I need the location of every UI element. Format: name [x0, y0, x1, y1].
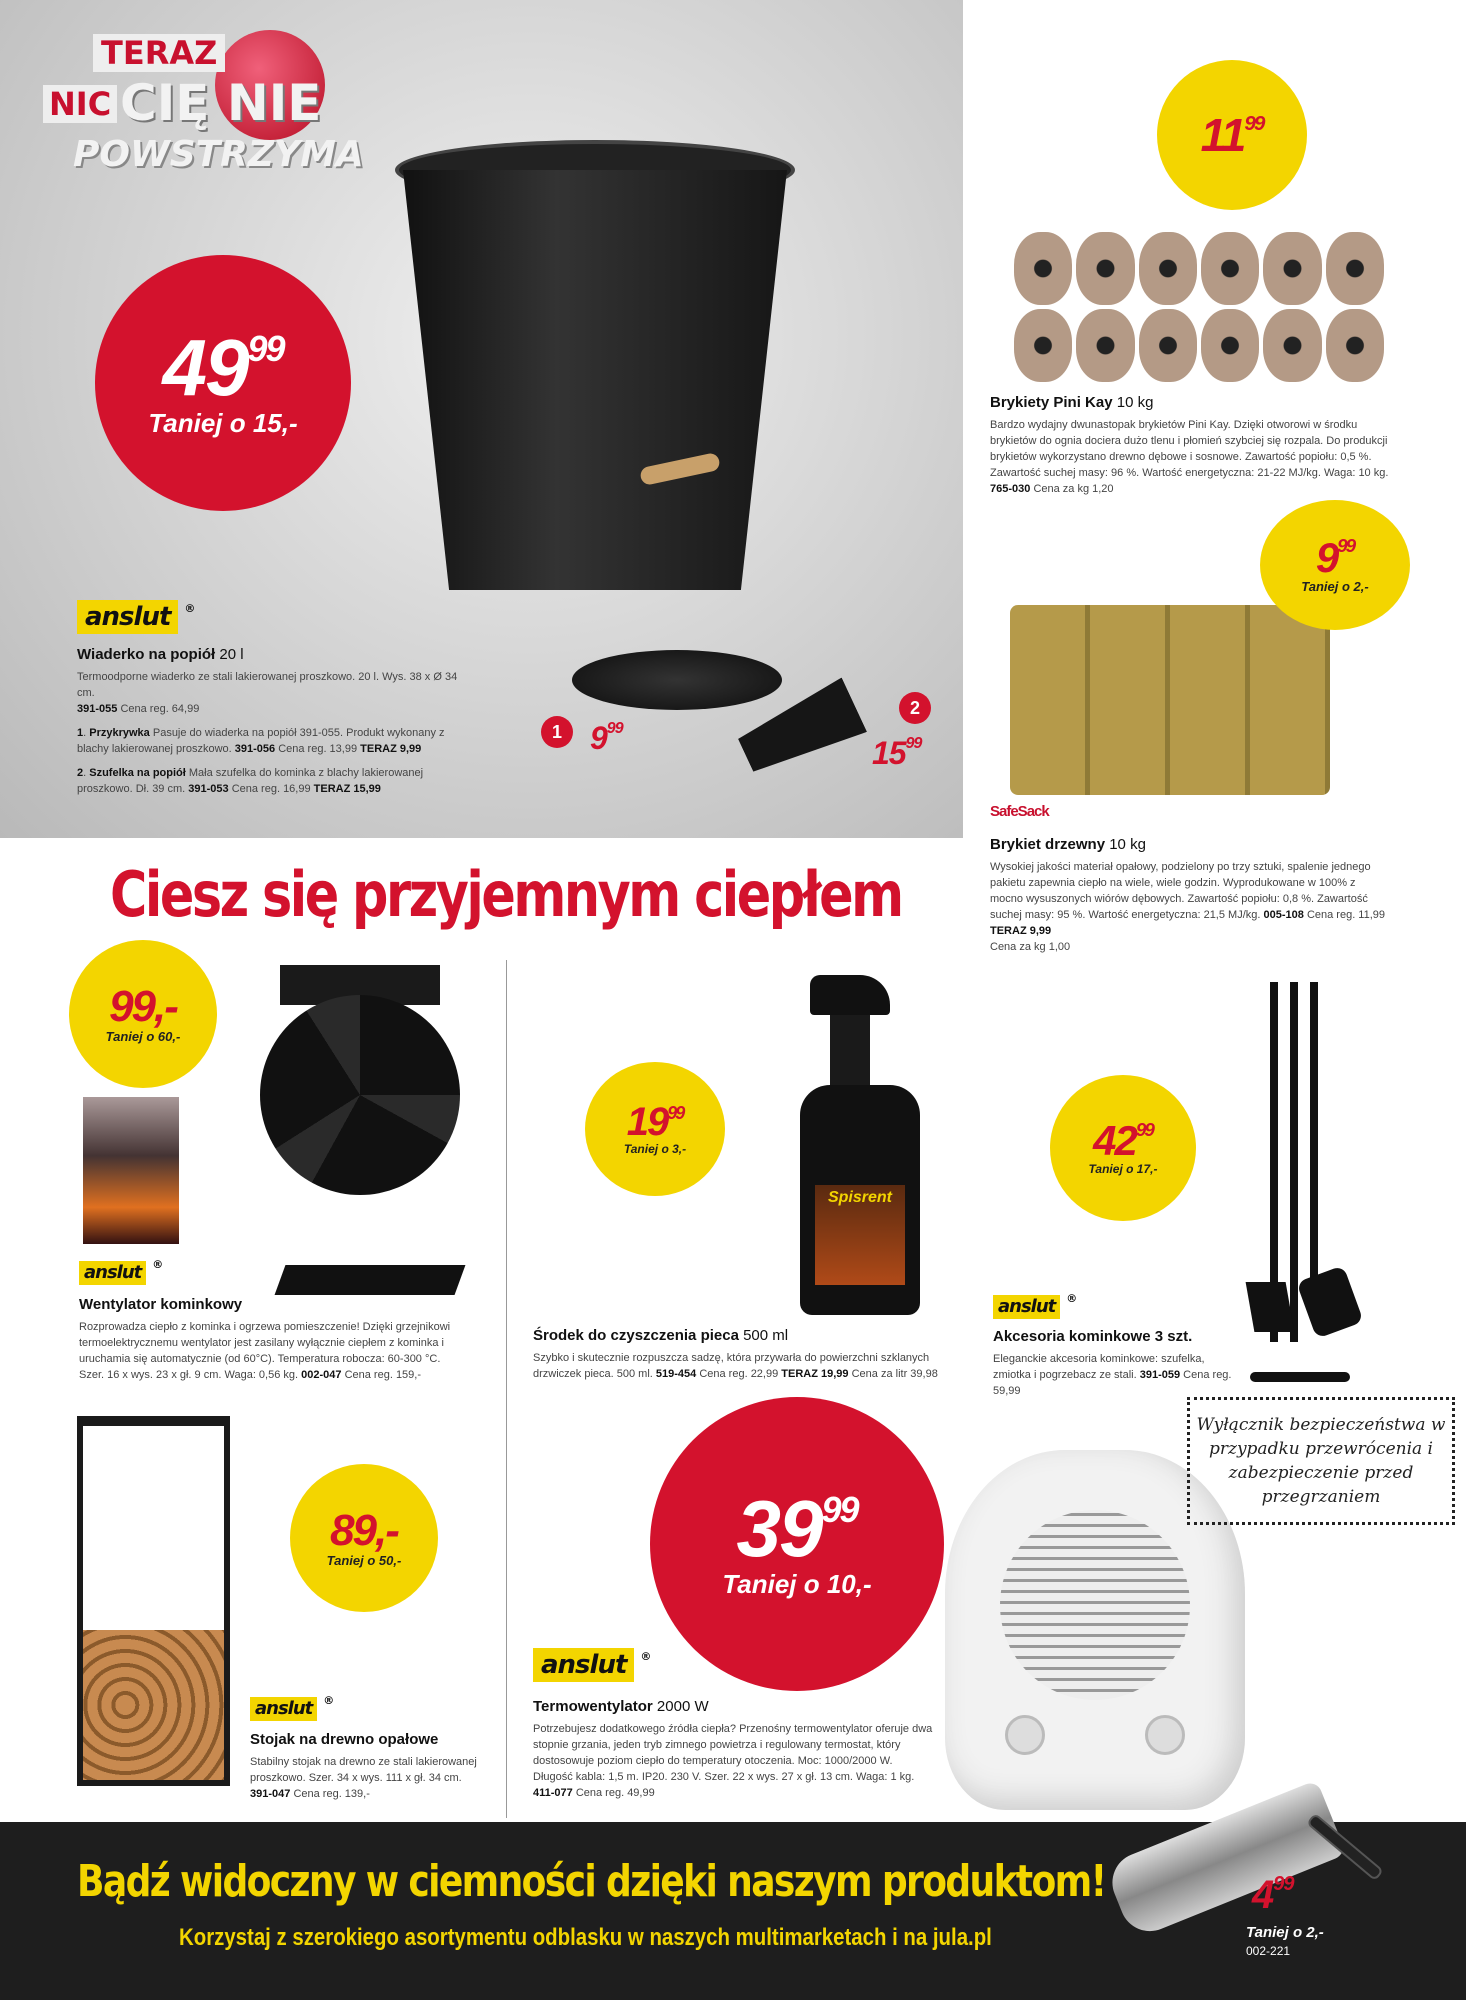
promo-logo — [40, 30, 370, 180]
footer-sub: Korzystaj z szerokiego asortymentu odblasku w naszych multimarketach i na jula.pl — [179, 1924, 992, 1951]
column-divider — [506, 960, 507, 1818]
spray-bottle-image — [790, 975, 930, 1320]
logo-line2a: NIC — [43, 85, 117, 123]
logo-line2b: CIĘ NIE — [120, 74, 322, 132]
anslut-logo: anslut ® — [533, 1648, 634, 1682]
spray-label: Spisrent — [815, 1185, 905, 1285]
bucket-info: Wiaderko na popiół 20 l Termoodporne wiaderko ze stali lakierowanej proszkowo. 20 l. Wys. 38 x Ø 34 cm. 391-055 Cena reg. 64,99 1. Przykrywka Pasuje do wiaderka na popiół 391-055. Produkt wykonany z blachy lakierowanej proszkowo. 391-056 Cena reg. 13,99 TERAZ 9,99 2. Szufelka na popiół Mała szufelka do kominka z blachy lakierowanej proszkowo. Dł. 39 cm. 391-053 Cena reg. 16,99 TERAZ 15,99 — [77, 646, 458, 795]
briquette-image — [1010, 605, 1330, 795]
fan-info: Wentylator kominkowy Rozprowadza ciepło z kominka i ogrzewa pomieszczenie! Dzięki grzejnikowi termoelektrycznemu wentylator jest zasilany wyłącznie ciepłem z kominka i uruchamia się automatycznie (od 60°C). Temperatura robocza: 60-300 °C. Szer. 16 x wys. 23 x gł. 9 cm. Waga: 0,56 kg. 002-047 Cena reg. 159,- — [79, 1296, 451, 1381]
price-bubble-bucket: $49^{99}$ Taniej o 15,- — [95, 255, 351, 511]
price-bubble-stand: 89,- Taniej o 50,- — [290, 1464, 438, 1612]
anslut-logo: anslut ® — [77, 600, 178, 634]
stove-fan-image — [240, 965, 480, 1305]
pini-info: Brykiety Pini Kay 10 kg Bardzo wydajny dwunastopak brykietów Pini Kay. Dzięki otworowi w środku brykietów do ognia dociera dużo tlenu i płomień szybciej się rozpala. Do produkcji brykietów wykorzystano drewno dębowe i sosnowe. Zawartość popiołu: 0,5 %. Zawartość suchej masy: 96 %. Wartość energetyczna: 21-22 MJ/kg. Waga: 10 kg. 765-030 Cena za kg 1,20 — [990, 394, 1389, 495]
anslut-logo: anslut ® — [993, 1295, 1060, 1319]
price-bubble-brykiet: $9^{99}$ Taniej o 2,- — [1260, 500, 1410, 630]
logo-line1: TERAZ — [93, 34, 225, 72]
flashlight-saving: Taniej o 2,- — [1246, 1924, 1324, 1941]
safesack-logo: SafeSack — [990, 803, 1049, 820]
anslut-logo: anslut ® — [79, 1261, 146, 1285]
ash-bucket-image — [395, 140, 795, 600]
lid-image — [572, 650, 782, 710]
price-shovel: $15^{99}$ — [872, 735, 922, 771]
safety-callout: Wyłącznik bezpieczeństwa w przypadku przewrócenia i zabezpieczenie przed przegrzaniem — [1187, 1397, 1455, 1525]
anslut-logo: anslut ® — [250, 1697, 317, 1721]
brykiet-info: Brykiet drzewny 10 kg Wysokiej jakości materiał opałowy, podzielony po trzy sztuki, spalenie jednego pakietu zapewnia ciepło na wiele, wiele godzin. Wyprodukowane w 100% z mocno wysuszonych wiórów dębowych. Zawartość popiołu: 0,8 %. Zawartość suchej masy: 95 %. Wartość energetyczna: 21,5 MJ/kg. 005-108 Cena reg. 11,99 TERAZ 9,99 Cena za kg 1,00 — [990, 836, 1386, 953]
badge-1: 1 — [541, 716, 573, 748]
price-bubble-spray: $19^{99}$ Taniej o 3,- — [585, 1062, 725, 1196]
wood-stand-image — [77, 1416, 230, 1786]
price-flashlight: $4^{99}$ — [1252, 1873, 1294, 1917]
price-bubble-heater: $39^{99}$ Taniej o 10,- — [650, 1397, 944, 1691]
spray-info: Środek do czyszczenia pieca 500 ml Szybko i skutecznie rozpuszcza sadzę, która przywarła do powierzchni szklanych drzwiczek pieca. 500 ml. 519-454 Cena reg. 22,99 TERAZ 19,99 Cena za litr 39,98 — [533, 1327, 938, 1380]
fireplace-photo — [83, 1097, 179, 1244]
price-lid: $9^{99}$ — [590, 720, 623, 756]
flashlight-code: 002-221 — [1246, 1944, 1291, 1958]
badge-2: 2 — [899, 692, 931, 724]
price-bubble-pini: $11^{99}$ — [1157, 60, 1307, 210]
logo-line3: POWSTRZYMA — [73, 134, 364, 175]
section-headline: Ciesz się przyjemnym ciepłem — [110, 858, 902, 931]
price-bubble-fan: 99,- Taniej o 60,- — [69, 940, 217, 1088]
tools-info: Akcesoria kominkowe 3 szt. Eleganckie akcesoria kominkowe: szufelka, zmiotka i pogrzebacz ze stali. 391-059 Cena reg. 59,99 — [993, 1328, 1232, 1397]
stand-info: Stojak na drewno opałowe Stabilny stojak na drewno ze stali lakierowanej proszkowo. Szer. 34 x wys. 111 x gł. 34 cm. 391-047 Cena reg. 139,- — [250, 1731, 477, 1800]
fireplace-tools-image — [1230, 982, 1370, 1384]
footer-headline: Bądź widoczny w ciemności dzięki naszym produktom! — [77, 1856, 1106, 1907]
price-bubble-tools: $42^{99}$ Taniej o 17,- — [1050, 1075, 1196, 1221]
heater-info: Termowentylator 2000 W Potrzebujesz dodatkowego źródła ciepła? Przenośny termowentylator oferuje dwa stopnie grzania, jeden tryb zimnego powietrza i regulowany termostat, który dostosowuje poziom ciepło do temperatury otoczenia. Moc: 1000/2000 W. Długość kabla: 1,5 m. IP20. 230 V. Szer. 22 x wys. 27 x gł. 13 cm. Waga: 1 kg. 411-077 Cena reg. 49,99 — [533, 1698, 933, 1799]
pini-kay-image — [1014, 232, 1384, 382]
